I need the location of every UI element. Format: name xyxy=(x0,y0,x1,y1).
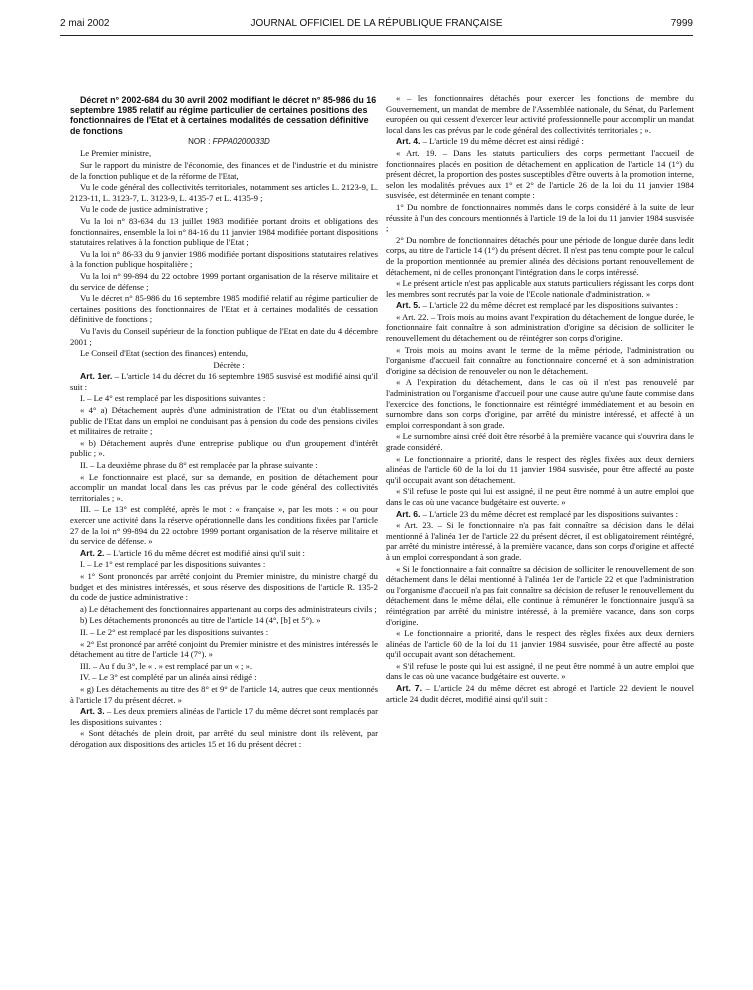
article-1 xyxy=(70,371,378,392)
right-column xyxy=(386,93,694,705)
article-para: « Art. 22. – Trois mois au moins avant l'expiration du détachement de longue durée, le fonctionnaire fait connaître à son administration d'origine sa décision de solliciter le renouvellement du détachement ou de réintégrer son corps d'origine. xyxy=(386,311,694,344)
article-intro: – L'article 14 du décret du 16 septembre 1985 susvisé est modifié ainsi qu'il suit : xyxy=(70,371,378,392)
article-label: Art. 6. xyxy=(396,508,421,519)
article-para: « Le fonctionnaire a priorité, dans le respect des règles fixées aux deux derniers alinéas de l'article 60 de la loi du 11 janvier 1984 susvisée, pour être affecté au poste qu'il occupait avant son détachement. xyxy=(386,628,694,660)
article-para: 1° Du nombre de fonctionnaires nommés dans le corps considéré à la suite de leur réussite à l'un des concours mentionnés à l'article 19 de la loi du 11 janvier 1984 susvisée ; xyxy=(386,201,694,234)
page-header xyxy=(60,18,693,34)
article-para: « 2° Est prononcé par arrêté conjoint du Premier ministre et des ministres intéressés le détachement au titre de l'article 14 (7°). » xyxy=(70,638,378,660)
article-para: « Sont détachés de plein droit, par arrêté du seul ministre dont ils relèvent, par dérogation aux dispositions des articles 15 et 16 du présent décret : xyxy=(70,728,378,749)
article-4 xyxy=(386,136,694,147)
article-intro: – L'article 19 du même décret est ainsi rédigé : xyxy=(420,136,584,147)
preamble-para: Sur le rapport du ministre de l'économie, des finances et de l'industrie et du ministre de la fonction publique et de la réforme de l'Etat, xyxy=(70,160,378,181)
preamble-para: Le Premier ministre, xyxy=(80,148,152,159)
article-para: « b) Détachement auprès d'une entreprise publique ou d'un groupement d'intérêt public ; ». xyxy=(70,437,378,459)
article-para: « – les fonctionnaires détachés pour exercer les fonctions de membre du Gouvernement, un mandat de membre de l'Assemblée nationale, du Sénat, du Parlement européen ou qui cessent d'exercer leur activité professionnelle pour accomplir un mandat local dans les cas prévus par le code général des collectivités territoriales ; ». xyxy=(386,93,694,135)
article-para: « S'il refuse le poste qui lui est assigné, il ne peut être nommé à un autre emploi que dans le cas où une vacance budgétaire est ouverte. » xyxy=(386,660,694,682)
article-7 xyxy=(386,683,694,704)
article-5 xyxy=(386,300,694,311)
left-column xyxy=(70,95,378,750)
article-para: « g) Les détachements au titre des 8° et 9° de l'article 14, autres que ceux mentionnés à l'article 17 du présent décret. » xyxy=(70,683,378,705)
header-rule xyxy=(60,35,693,36)
preamble-para: Vu la loi n° 86-33 du 9 janvier 1986 modifiée portant dispositions statutaires relatives à la fonction publique hospitalière ; xyxy=(70,248,378,270)
decree-title: Décret n° 2002-684 du 30 avril 2002 modifiant le décret n° 85-986 du 16 septembre 1985 relatif au régime particulier de certaines positions des fonctionnaires de l'Etat et à certaines modalités de cessation définitive de fonctions xyxy=(70,95,377,136)
article-para: IV. – Le 3° est complété par un alinéa ainsi rédigé : xyxy=(80,672,257,683)
article-intro: – L'article 24 du même décret est abrogé et l'article 22 devient le nouvel article 24 dudit décret, modifié ainsi qu'il suit : xyxy=(386,683,694,704)
article-intro: – L'article 16 du même décret est modifié ainsi qu'il suit : xyxy=(104,547,305,558)
nor-reference xyxy=(70,137,378,148)
preamble-para: Vu l'avis du Conseil supérieur de la fonction publique de l'Etat en date du 4 décembre 2001 ; xyxy=(70,325,378,347)
article-para: « Le fonctionnaire est placé, sur sa demande, en position de détachement pour accomplir un mandat local dans les cas prévus par le code général des collectivités territoriales ; ». xyxy=(70,471,378,503)
article-para: « Art. 23. – Si le fonctionnaire n'a pas fait connaître sa décision dans le délai mentionné à l'alinéa 1er de l'article 22 du présent décret, il est obligatoirement réintégré, par arrêté du ministre intéressé, à la première vacance, dans son corps d'origine et affecté à un emploi correspondant à son grade. xyxy=(386,520,694,562)
article-para: III. – Au f du 3°, le « . » est remplacé par un « ; ». xyxy=(80,660,253,671)
article-para: « 4° a) Détachement auprès d'une administration de l'Etat ou d'un établissement public de l'Etat dans un emploi ne conduisant pas à pension du code des pensions civiles et militaires de retraite ; xyxy=(70,405,378,437)
article-para: « Trois mois au moins avant le terme de la même période, l'administration ou l'organisme d'accueil fait connaître au fonctionnaire concerné et à son administration d'origine sa décision de renouveler ou non le détachement. xyxy=(386,344,694,376)
article-para: I. – Le 1° est remplacé par les dispositions suivantes : xyxy=(80,559,266,570)
preamble xyxy=(70,148,378,358)
article-intro: – Les deux premiers alinéas de l'article 17 du même décret sont remplacés par les dispositions suivantes : xyxy=(70,706,378,727)
article-para: b) Les détachements prononcés au titre de l'article 14 (4°, [b] et 5°). » xyxy=(80,615,321,626)
article-para: « Le fonctionnaire a priorité, dans le respect des règles fixées aux deux derniers alinéas de l'article 60 de la loi du 11 janvier 1984 susvisée, pour être affecté au poste qu'il occupait avant son détachement. xyxy=(386,453,694,485)
decrete-heading: Décrète : xyxy=(213,359,245,370)
preamble-para: Vu le code de justice administrative ; xyxy=(80,204,208,215)
article-label: Art. 3. xyxy=(80,706,105,717)
header-journal-title: JOURNAL OFFICIEL DE LA RÉPUBLIQUE FRANÇAISE xyxy=(250,18,503,29)
article-para: II. – Le 2° est remplacé par les dispositions suivantes : xyxy=(80,626,269,637)
article-para: I. – Le 4° est remplacé par les dispositions suivantes : xyxy=(80,393,266,404)
preamble-para: Vu le code général des collectivités territoriales, notamment ses articles L. 2123-9, L. 2123-11, L. 3123-7, L. 3123-9, L. 4135-7 et L. 4135-9 ; xyxy=(70,182,378,203)
nor-label: NOR : xyxy=(188,136,211,146)
article-label: Art. 4. xyxy=(396,136,421,147)
article-para: a) Le détachement des fonctionnaires appartenant au corps des administrateurs civils ; xyxy=(80,603,377,614)
article-para: « Le présent article n'est pas applicable aux statuts particuliers régissant les corps dont les membres sont recrutés par la voie de l'Ecole nationale d'administration. » xyxy=(386,278,694,299)
article-para: « Si le fonctionnaire a fait connaître sa décision de solliciter le renouvellement de son détachement dans le délai mentionné à l'alinéa 1er de l'article 22 et que l'administration ou l'organisme d'accueil n'a pas fait connaître sa décision de refuser le renouvellement du détachement dans le même délai, elle continue à rémunérer le fonctionnaire jusqu'à sa réintégration par arrêté du ministre intéressé, à la première vacance, dans son corps d'origine. xyxy=(386,563,694,627)
article-label: Art. 1er. xyxy=(80,371,113,382)
article-para: « A l'expiration du détachement, dans le cas où il n'est pas renouvelé par l'administration ou l'organisme d'accueil pour une cause autre qu'une faute commise dans l'exercice des fonctions, le fonctionnaire est réintégré immédiatement et au besoin en surnombre dans son corps d'origine, par arrêté du ministre intéressé, et affecté à un emploi correspondant à son grade. xyxy=(386,377,694,430)
article-para: « 1° Sont prononcés par arrêté conjoint du Premier ministre, du ministre chargé du budget et des ministres intéressés, et sous réserve des dispositions de l'article R. 135-2 du code de justice administrative : xyxy=(70,570,378,603)
preamble-para: Vu la loi n° 99-894 du 22 octobre 1999 portant organisation de la réserve militaire et du service de défense ; xyxy=(70,270,378,292)
article-para: II. – La deuxième phrase du 8° est remplacée par la phrase suivante : xyxy=(80,460,318,471)
article-2 xyxy=(70,548,378,559)
article-3 xyxy=(70,706,378,727)
article-para: « Art. 19. – Dans les statuts particuliers des corps permettant l'accueil de fonctionnaires placés en position de détachement en application de l'article 14 (1°) du présent décret, la proportion des postes susceptibles d'être ouverts à la promotion interne, selon les modalités prévues aux 1° et 2° de l'article 26 de la loi du 11 janvier 1984 susvisée, est déterminée en tenant compte : xyxy=(386,147,694,201)
preamble-para: Le Conseil d'Etat (section des finances) entendu, xyxy=(80,348,249,359)
article-label: Art. 7. xyxy=(396,683,422,694)
preamble-para: Vu la loi n° 83-634 du 13 juillet 1983 modifiée portant droits et obligations des fonctionnaires, ensemble la loi n° 84-16 du 11 janvier 1984 modifiée portant dispositions statutaires relatives à la fonction publique de l'Etat ; xyxy=(70,215,378,248)
article-para: « Le surnombre ainsi créé doit être résorbé à la première vacance qui s'ouvrira dans le grade considéré. xyxy=(386,431,694,452)
article-intro: – L'article 23 du même décret est remplacé par les dispositions suivantes : xyxy=(420,508,679,519)
header-date: 2 mai 2002 xyxy=(60,18,110,29)
article-para: 2° Du nombre de fonctionnaires détachés pour une période de longue durée dans ledit corps, au titre de l'article 14 (1°) du présent décret. Il n'est pas tenu compte pour le calcul de la proportion mentionnée au premier alinéa des décisions portant renouvellement de détachement, ni de celles prononçant l'intégration dans le corps intéressé. xyxy=(386,234,694,277)
article-intro: – L'article 22 du même décret est remplacé par les dispositions suivantes : xyxy=(420,300,679,311)
header-page-number: 7999 xyxy=(670,18,693,29)
preamble-para: Vu le décret n° 85-986 du 16 septembre 1985 modifié relatif au régime particulier de certaines positions des fonctionnaires de l'Etat et à certaines modalités de cessation définitive de fonctions ; xyxy=(70,293,378,325)
nor-code: FPPA0200033D xyxy=(212,136,270,146)
article-para: « S'il refuse le poste qui lui est assigné, il ne peut être nommé à un autre emploi que dans le cas où une vacance budgétaire est ouverte. » xyxy=(386,486,694,507)
article-para: III. – Le 13° est complété, après le mot : « française », par les mots : « ou pour exercer une activité dans la réserve opérationnelle dans les conditions fixées par l'article 27 de la loi n° 99-894 du 22 octobre 1999 portant organisation de la réserve militaire et du service de défense. » xyxy=(70,504,378,547)
article-label: Art. 5. xyxy=(396,300,421,311)
article-label: Art. 2. xyxy=(80,547,105,558)
article-6 xyxy=(386,509,694,520)
